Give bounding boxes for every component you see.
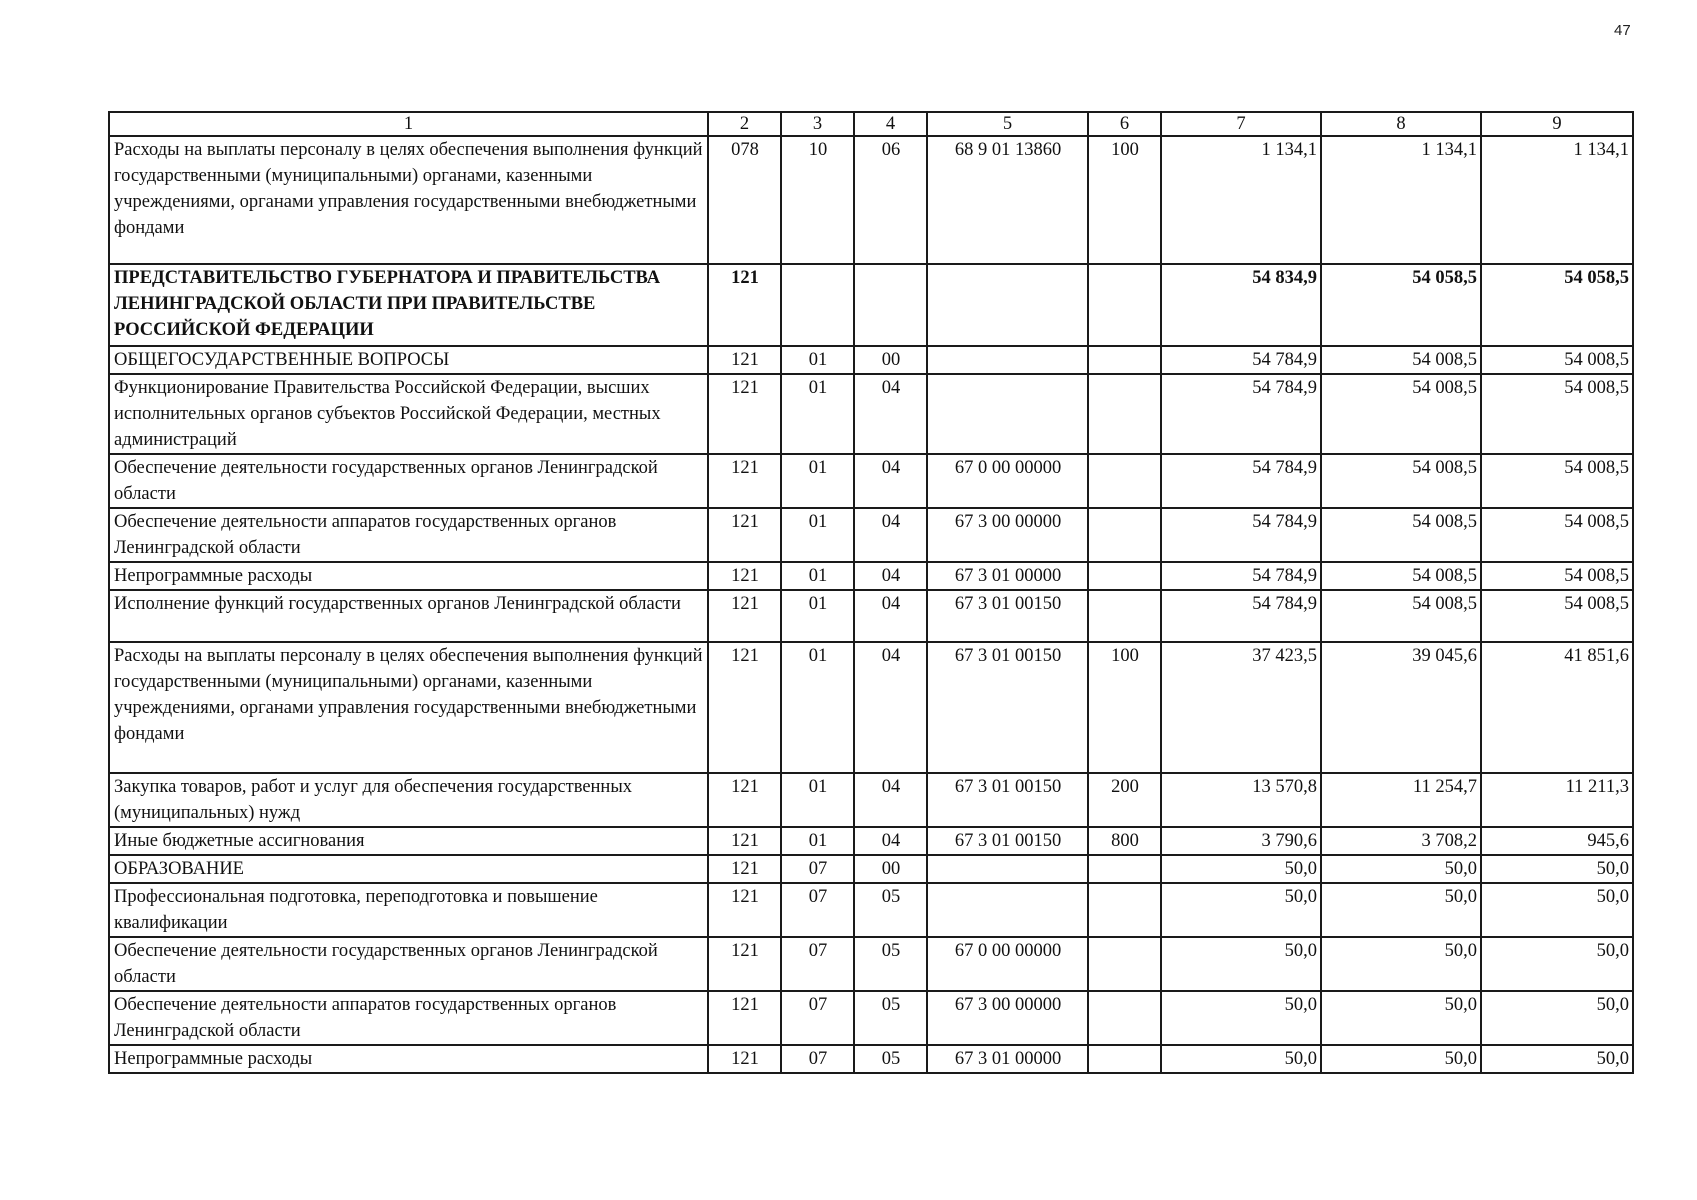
value-7: 3 790,6 (1161, 827, 1321, 855)
col-2: 121 (708, 590, 781, 642)
value-9: 54 008,5 (1481, 346, 1633, 374)
col-6 (1088, 562, 1161, 590)
value-9: 54 008,5 (1481, 374, 1633, 454)
row-name: ОБРАЗОВАНИЕ (109, 855, 708, 883)
value-9: 945,6 (1481, 827, 1633, 855)
col-5: 67 3 01 00000 (927, 1045, 1088, 1073)
value-9: 50,0 (1481, 855, 1633, 883)
col-4: 05 (854, 991, 927, 1045)
value-9: 54 008,5 (1481, 562, 1633, 590)
col-3: 07 (781, 883, 854, 937)
col-2: 121 (708, 855, 781, 883)
table-row (109, 827, 1633, 855)
col-5: 68 9 01 13860 (927, 136, 1088, 264)
col-4: 04 (854, 374, 927, 454)
col-4: 00 (854, 855, 927, 883)
value-8: 54 008,5 (1321, 508, 1481, 562)
value-9: 50,0 (1481, 883, 1633, 937)
value-7: 54 784,9 (1161, 590, 1321, 642)
header-col-8: 8 (1321, 112, 1481, 136)
value-9: 1 134,1 (1481, 136, 1633, 264)
value-8: 54 008,5 (1321, 374, 1481, 454)
header-col-5: 5 (927, 112, 1088, 136)
col-2: 121 (708, 883, 781, 937)
value-9: 50,0 (1481, 937, 1633, 991)
col-2: 121 (708, 562, 781, 590)
row-name: Непрограммные расходы (109, 1045, 708, 1073)
value-7: 50,0 (1161, 855, 1321, 883)
value-8: 50,0 (1321, 883, 1481, 937)
col-2: 121 (708, 773, 781, 827)
value-9: 54 008,5 (1481, 590, 1633, 642)
value-8: 54 008,5 (1321, 562, 1481, 590)
value-7: 54 784,9 (1161, 562, 1321, 590)
row-name: Исполнение функций государственных органов Ленинградской области (109, 590, 708, 642)
row-name: Обеспечение деятельности государственных органов Ленинградской области (109, 937, 708, 991)
value-7: 54 784,9 (1161, 454, 1321, 508)
value-9: 54 008,5 (1481, 454, 1633, 508)
col-2: 121 (708, 454, 781, 508)
value-8: 54 008,5 (1321, 454, 1481, 508)
col-5: 67 3 01 00150 (927, 827, 1088, 855)
col-6 (1088, 508, 1161, 562)
col-5 (927, 883, 1088, 937)
value-7: 50,0 (1161, 1045, 1321, 1073)
col-5 (927, 374, 1088, 454)
value-8: 50,0 (1321, 855, 1481, 883)
table-row (109, 374, 1633, 454)
col-6 (1088, 937, 1161, 991)
value-8: 54 058,5 (1321, 264, 1481, 346)
col-3: 01 (781, 642, 854, 773)
col-3: 01 (781, 374, 854, 454)
col-5 (927, 346, 1088, 374)
col-3: 01 (781, 827, 854, 855)
col-6 (1088, 264, 1161, 346)
value-9: 41 851,6 (1481, 642, 1633, 773)
table-row (109, 454, 1633, 508)
value-9: 11 211,3 (1481, 773, 1633, 827)
col-5 (927, 855, 1088, 883)
col-3: 07 (781, 855, 854, 883)
col-4: 06 (854, 136, 927, 264)
col-5: 67 3 00 00000 (927, 991, 1088, 1045)
col-3: 07 (781, 1045, 854, 1073)
col-3: 01 (781, 590, 854, 642)
header-col-6: 6 (1088, 112, 1161, 136)
col-4: 04 (854, 773, 927, 827)
col-2: 121 (708, 991, 781, 1045)
col-2: 121 (708, 374, 781, 454)
col-2: 121 (708, 346, 781, 374)
row-name: ОБЩЕГОСУДАРСТВЕННЫЕ ВОПРОСЫ (109, 346, 708, 374)
col-2: 121 (708, 508, 781, 562)
col-2: 121 (708, 937, 781, 991)
col-6: 100 (1088, 136, 1161, 264)
col-6: 800 (1088, 827, 1161, 855)
table-row (109, 136, 1633, 264)
value-8: 54 008,5 (1321, 346, 1481, 374)
col-4: 04 (854, 508, 927, 562)
table-row (109, 1045, 1633, 1073)
value-7: 50,0 (1161, 991, 1321, 1045)
page-number: 47 (1614, 22, 1631, 39)
col-3: 07 (781, 937, 854, 991)
value-7: 13 570,8 (1161, 773, 1321, 827)
col-3: 01 (781, 508, 854, 562)
col-3: 01 (781, 454, 854, 508)
col-3: 07 (781, 991, 854, 1045)
value-9: 54 058,5 (1481, 264, 1633, 346)
table-row (109, 883, 1633, 937)
value-9: 50,0 (1481, 991, 1633, 1045)
col-2: 121 (708, 827, 781, 855)
col-4: 04 (854, 642, 927, 773)
value-8: 39 045,6 (1321, 642, 1481, 773)
value-8: 3 708,2 (1321, 827, 1481, 855)
col-4: 04 (854, 590, 927, 642)
col-3: 01 (781, 562, 854, 590)
row-name: Закупка товаров, работ и услуг для обеспечения государственных (муниципальных) нужд (109, 773, 708, 827)
col-5: 67 0 00 00000 (927, 937, 1088, 991)
budget-table (108, 111, 1634, 1074)
table-row (109, 562, 1633, 590)
col-5: 67 3 01 00150 (927, 642, 1088, 773)
row-name: ПРЕДСТАВИТЕЛЬСТВО ГУБЕРНАТОРА И ПРАВИТЕЛЬСТВА ЛЕНИНГРАДСКОЙ ОБЛАСТИ ПРИ ПРАВИТЕЛЬСТВЕ РОССИЙСКОЙ ФЕДЕРАЦИИ (109, 264, 708, 346)
col-4: 04 (854, 827, 927, 855)
table-row (109, 855, 1633, 883)
col-5 (927, 264, 1088, 346)
header-col-7: 7 (1161, 112, 1321, 136)
value-8: 50,0 (1321, 937, 1481, 991)
table-row (109, 991, 1633, 1045)
col-5: 67 3 00 00000 (927, 508, 1088, 562)
table-row (109, 642, 1633, 773)
table-row (109, 590, 1633, 642)
row-name: Расходы на выплаты персоналу в целях обеспечения выполнения функций государственными (муниципальными) органами, казенными учреждениями, органами управления государственными внебюджетными фондами (109, 642, 708, 773)
value-7: 54 784,9 (1161, 346, 1321, 374)
col-5: 67 3 01 00150 (927, 773, 1088, 827)
row-name: Функционирование Правительства Российской Федерации, высших исполнительных органов субъектов Российской Федерации, местных администраций (109, 374, 708, 454)
header-col-2: 2 (708, 112, 781, 136)
col-6 (1088, 883, 1161, 937)
header-row (109, 112, 1633, 136)
value-8: 54 008,5 (1321, 590, 1481, 642)
col-5: 67 0 00 00000 (927, 454, 1088, 508)
table-row (109, 264, 1633, 346)
col-4: 04 (854, 454, 927, 508)
col-2: 121 (708, 1045, 781, 1073)
row-name: Обеспечение деятельности государственных органов Ленинградской области (109, 454, 708, 508)
col-4 (854, 264, 927, 346)
value-7: 50,0 (1161, 883, 1321, 937)
value-7: 54 784,9 (1161, 374, 1321, 454)
col-6 (1088, 1045, 1161, 1073)
row-name: Иные бюджетные ассигнования (109, 827, 708, 855)
table-row (109, 937, 1633, 991)
col-4: 00 (854, 346, 927, 374)
header-col-1: 1 (109, 112, 708, 136)
header-col-9: 9 (1481, 112, 1633, 136)
col-2: 121 (708, 264, 781, 346)
value-7: 37 423,5 (1161, 642, 1321, 773)
table-row (109, 508, 1633, 562)
row-name: Расходы на выплаты персоналу в целях обеспечения выполнения функций государственными (муниципальными) органами, казенными учреждениями, органами управления государственными внебюджетными фондами (109, 136, 708, 264)
col-6 (1088, 346, 1161, 374)
col-6 (1088, 855, 1161, 883)
col-4: 05 (854, 883, 927, 937)
value-9: 54 008,5 (1481, 508, 1633, 562)
row-name: Профессиональная подготовка, переподготовка и повышение квалификации (109, 883, 708, 937)
col-6 (1088, 454, 1161, 508)
table-row (109, 773, 1633, 827)
value-8: 50,0 (1321, 991, 1481, 1045)
value-7: 50,0 (1161, 937, 1321, 991)
col-4: 04 (854, 562, 927, 590)
col-3 (781, 264, 854, 346)
table-row (109, 346, 1633, 374)
row-name: Обеспечение деятельности аппаратов государственных органов Ленинградской области (109, 508, 708, 562)
col-3: 01 (781, 773, 854, 827)
col-6: 100 (1088, 642, 1161, 773)
col-6 (1088, 374, 1161, 454)
col-3: 10 (781, 136, 854, 264)
col-6 (1088, 991, 1161, 1045)
value-8: 50,0 (1321, 1045, 1481, 1073)
col-6 (1088, 590, 1161, 642)
value-7: 1 134,1 (1161, 136, 1321, 264)
col-2: 078 (708, 136, 781, 264)
col-2: 121 (708, 642, 781, 773)
col-6: 200 (1088, 773, 1161, 827)
value-7: 54 834,9 (1161, 264, 1321, 346)
col-5: 67 3 01 00150 (927, 590, 1088, 642)
row-name: Непрограммные расходы (109, 562, 708, 590)
header-col-4: 4 (854, 112, 927, 136)
col-4: 05 (854, 937, 927, 991)
value-8: 11 254,7 (1321, 773, 1481, 827)
value-7: 54 784,9 (1161, 508, 1321, 562)
col-5: 67 3 01 00000 (927, 562, 1088, 590)
value-9: 50,0 (1481, 1045, 1633, 1073)
col-3: 01 (781, 346, 854, 374)
value-8: 1 134,1 (1321, 136, 1481, 264)
col-4: 05 (854, 1045, 927, 1073)
row-name: Обеспечение деятельности аппаратов государственных органов Ленинградской области (109, 991, 708, 1045)
header-col-3: 3 (781, 112, 854, 136)
